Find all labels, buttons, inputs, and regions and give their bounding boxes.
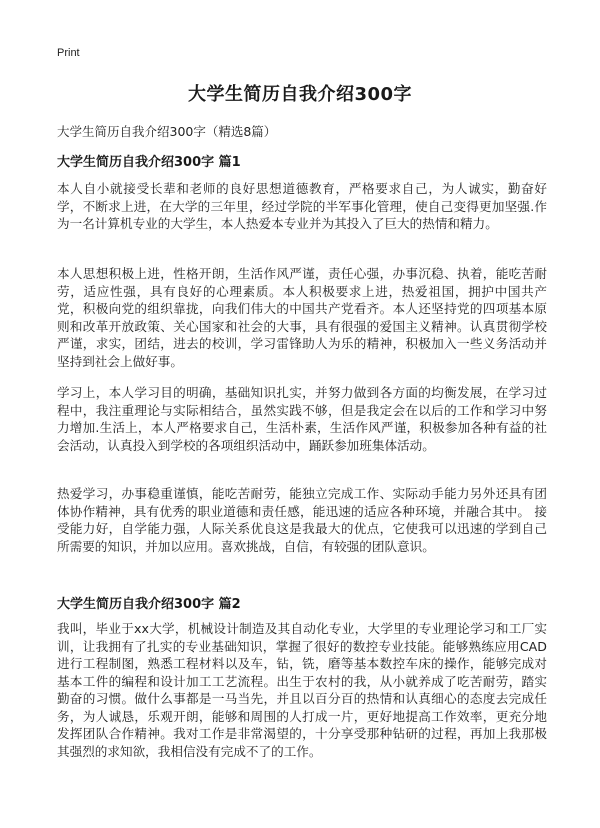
section-heading-1: 大学生简历自我介绍300字 篇1 bbox=[57, 155, 241, 170]
paragraph: 学习上，本人学习目的明确，基础知识扎实，并努力做到各方面的均衡发展，在学习过程中，我注重理论与实际相结合，虽然实践不够，但是我定会在以后的工作和学习中努力增加.生活上，本人严格要求自己，生活朴素，生活作风严谨，积极参加各种有益的社会活动，认真投入到学校的各项组织活动中，踊跃参加班集体活动。 bbox=[57, 385, 547, 453]
paragraph: 热爱学习，办事稳重谨慎，能吃苦耐劳，能独立完成工作、实际动手能力另外还具有团体协作精神，具有优秀的职业道德和责任感，能迅速的适应各种环境，并融合其中。 接受能力好，自学能力强，人际关系优良这是我最大的优点，它使我可以迅速的学到自己所需要的知识，并加以应用。喜欢挑战，自信，有较强的团队意识。 bbox=[57, 486, 547, 554]
print-link[interactable]: Print bbox=[57, 47, 80, 59]
page-title: 大学生简历自我介绍300字 bbox=[187, 84, 413, 105]
document-subtitle: 大学生简历自我介绍300字（精选8篇） bbox=[57, 124, 277, 139]
section-heading-2: 大学生简历自我介绍300字 篇2 bbox=[57, 597, 241, 612]
paragraph: 我叫，毕业于xx大学，机械设计制造及其自动化专业，大学里的专业理论学习和工厂实训，让我拥有了扎实的专业基础知识，掌握了很好的数控专业技能。能够熟练应用CAD进行工程制图，熟悉工程材料以及车，钻，铣，磨等基本数控车床的操作，能够完成对基本工件的编程和设计加工工艺流程。出生于农村的我，从小就养成了吃苦耐劳，踏实勤奋的习惯。做什么事都是一马当先，并且以百分百的热情和认真细心的态度去完成任务，为人诚恳，乐观开朗，能够和周围的人打成一片，更好地提高工作效率，更充分地发挥团队合作精神。我对工作是非常渴望的，十分享受那种钻研的过程，再加上我那极其强烈的求知欲，我相信没有完成不了的工作。 bbox=[57, 621, 547, 759]
paragraph: 本人自小就接受长辈和老师的良好思想道德教育，严格要求自己，为人诚实，勤奋好学，不断求上进，在大学的三年里，经过学院的半军事化管理，使自己变得更加坚强.作为一名计算机专业的大学生，本人热爱本专业并为其投入了巨大的热情和精力。 bbox=[57, 181, 547, 231]
paragraph: 本人思想积极上进，性格开朗，生活作风严谨，责任心强，办事沉稳、执着，能吃苦耐劳，适应性强，具有良好的心理素质。本人积极要求上进，热爱祖国，拥护中国共产党，积极向党的组织靠拢，向我们伟大的中国共产党看齐。本人还坚持党的四项基本原则和改革开放政策、关心国家和社会的大事，具有很强的爱国主义精神。认真贯彻学校严谨，求实，团结，进去的校训，学习雷锋助人为乐的精神，积极加入一些义务活动并坚持到社会上做好事。 bbox=[57, 266, 547, 369]
